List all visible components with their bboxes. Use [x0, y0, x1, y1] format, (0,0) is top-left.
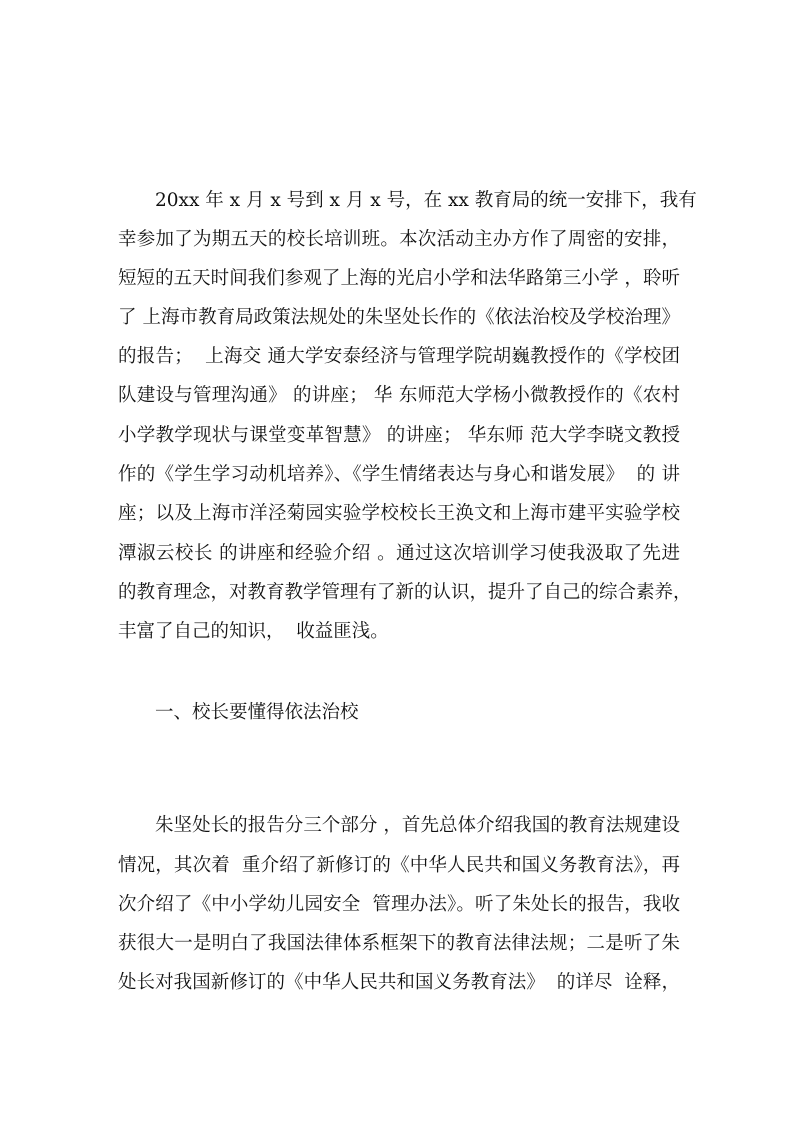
text-line: 小学教学现状与课堂变革智慧》 的讲座； 华东师 范大学李晓文教授 — [118, 425, 680, 446]
text-line: 短短的五天时间我们参观了上海的光启小学和法华路第三小学 ，聆听 — [118, 268, 680, 289]
text-line: 次介绍了《中小学幼儿园安全 管理办法》。听了朱处长的报告，我收 — [118, 894, 680, 915]
text-line: 队建设与管理沟通》 的讲座； 华 东师范大学杨小微教授作的《农村 — [118, 385, 680, 406]
section-heading: 一、校长要懂得依法治校 — [155, 702, 359, 723]
text-line: 情况，其次着 重介绍了新修订的《中华人民共和国义务教育法》，再 — [118, 855, 680, 876]
text-line: 丰富了自己的知识， 收益匪浅。 — [118, 621, 389, 642]
text-line: 获很大一是明白了我国法律体系框架下的教育法律法规；二是听了朱 — [118, 933, 680, 954]
text-line: 潭淑云校长 的讲座和经验介绍 。通过这次培训学习使我汲取了先进 — [118, 543, 680, 564]
text-line: 20xx 年 x 月 x 号到 x 月 x 号，在 xx 教育局的统一安排下，我有 — [155, 190, 697, 211]
text-line: 了 上海市教育局政策法规处的朱坚处长作的《依法治校及学校治理》 — [118, 307, 680, 328]
text-line: 朱坚处长的报告分三个部分 ，首先总体介绍我国的教育法规建设 — [155, 815, 680, 836]
text-line: 处长对我国新修订的《中华人民共和国义务教育法》 的详尽 诠释， — [118, 972, 680, 993]
text-line: 的教育理念，对教育教学管理有了新的认识，提升了自己的综合素养， — [118, 582, 692, 603]
text-line: 座；以及上海市洋泾菊园实验学校校长王涣文和上海市建平实验学校 — [118, 503, 680, 524]
text-line: 的报告； 上海交 通大学安泰经济与管理学院胡巍教授作的《学校团 — [118, 346, 680, 367]
text-line: 作的《学生学习动机培养》、《学生情绪表达与身心和谐发展》 的 讲 — [118, 464, 680, 485]
text-line: 幸参加了为期五天的校长培训班。本次活动主办方作了周密的安排， — [118, 229, 680, 250]
